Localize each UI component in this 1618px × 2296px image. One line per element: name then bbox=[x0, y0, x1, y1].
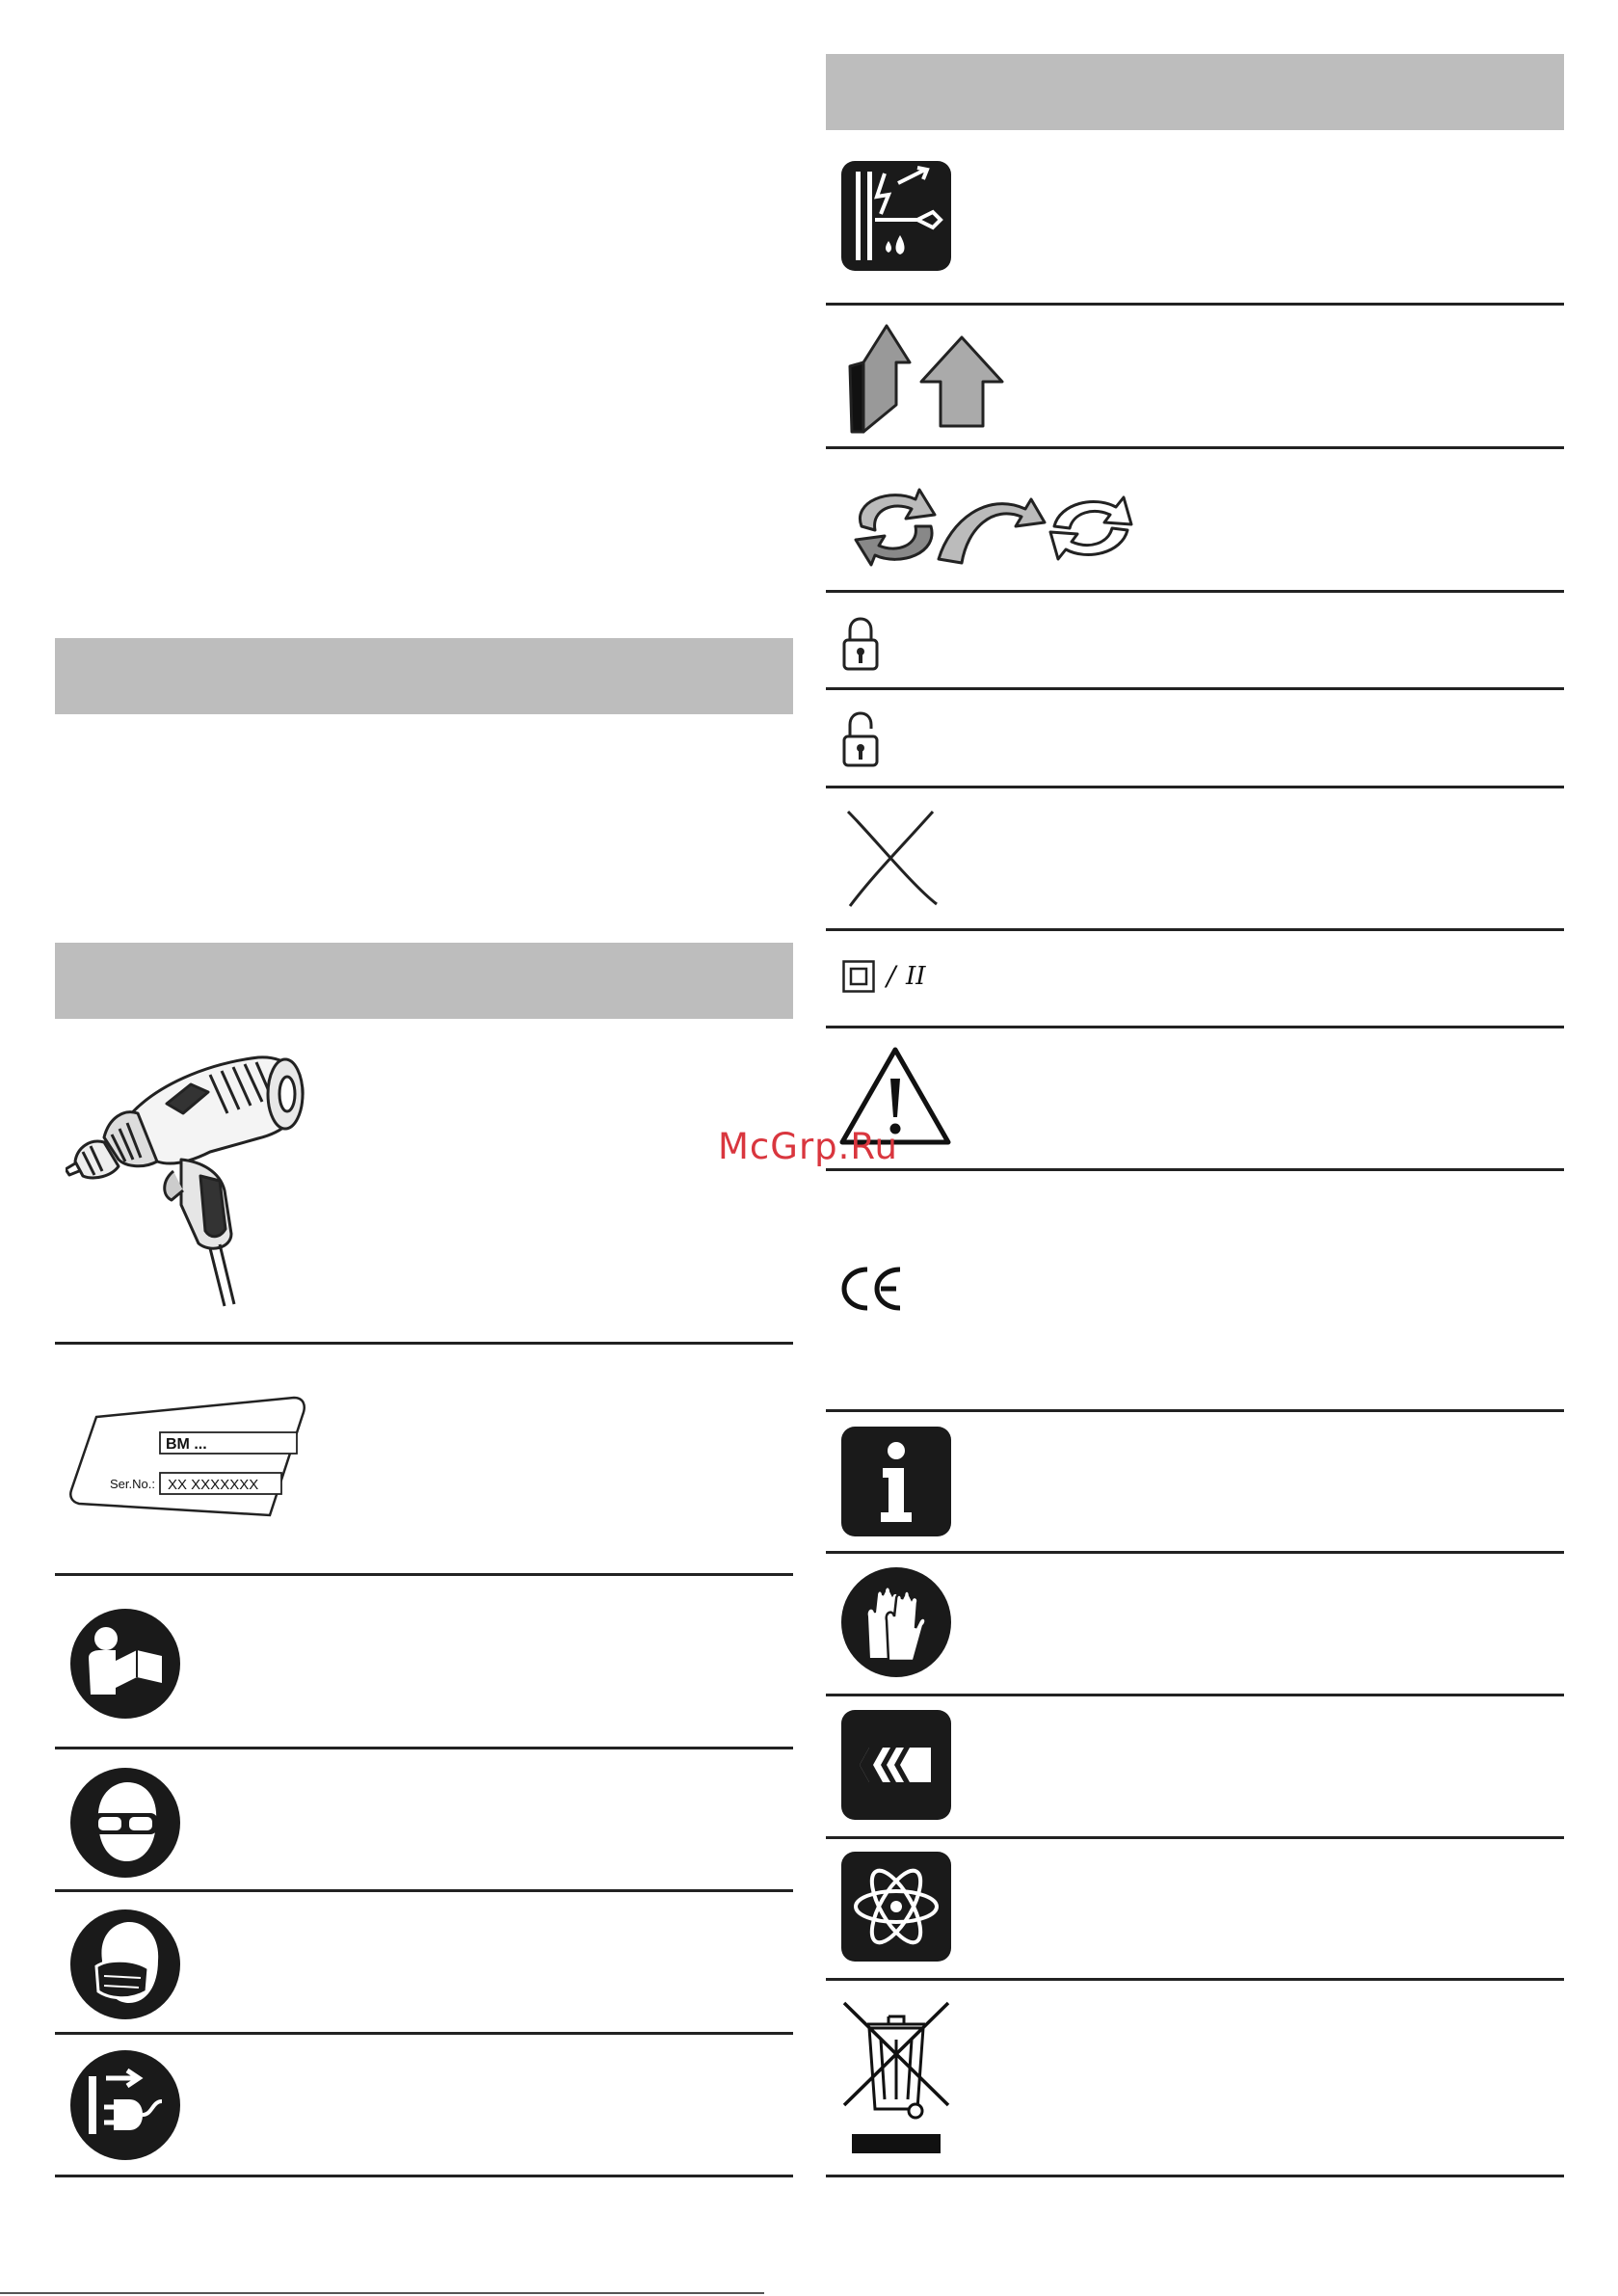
divider bbox=[55, 2175, 793, 2177]
lock-open-icon bbox=[841, 711, 880, 767]
divider bbox=[55, 2032, 793, 2035]
rotation-direction-icon bbox=[842, 482, 1141, 573]
divider bbox=[55, 1573, 793, 1576]
rating-label-serial-value: XX XXXXXXX bbox=[168, 1477, 259, 1493]
lock-closed-icon bbox=[841, 617, 880, 671]
divider bbox=[826, 1168, 1564, 1171]
divider bbox=[826, 1026, 1564, 1028]
read-manual-icon bbox=[69, 1608, 181, 1720]
divider bbox=[826, 687, 1564, 690]
weee-bin-icon bbox=[840, 1999, 952, 2159]
ce-mark-icon bbox=[840, 1266, 906, 1312]
section-header-band-right-top bbox=[826, 54, 1564, 130]
page-bottom-line bbox=[0, 2292, 764, 2294]
information-icon bbox=[840, 1426, 952, 1537]
divider bbox=[826, 446, 1564, 449]
protection-class-roman: II bbox=[906, 962, 926, 991]
divider bbox=[826, 786, 1564, 788]
watermark: McGrp.Ru bbox=[718, 1126, 898, 1167]
dust-mask-icon bbox=[69, 1909, 181, 2020]
protection-class-icon bbox=[842, 960, 958, 995]
divider bbox=[826, 1978, 1564, 1981]
radiation-icon bbox=[840, 1851, 952, 1962]
protective-gloves-icon bbox=[840, 1566, 952, 1678]
hidden-lines-icon bbox=[840, 160, 952, 272]
unplug-icon bbox=[69, 2049, 181, 2161]
divider bbox=[55, 1889, 793, 1892]
divider bbox=[826, 2175, 1564, 2177]
battery-icon bbox=[840, 1709, 952, 1821]
divider bbox=[55, 1342, 793, 1345]
section-header-band-left-1 bbox=[55, 638, 793, 714]
divider bbox=[826, 928, 1564, 931]
rating-label-illustration bbox=[67, 1396, 308, 1521]
eye-protection-icon bbox=[69, 1767, 181, 1879]
gear-arrows-icon bbox=[844, 324, 1008, 438]
divider bbox=[55, 1747, 793, 1749]
double-square-icon bbox=[842, 960, 875, 993]
rating-label-model: BM ... bbox=[166, 1436, 207, 1453]
divider bbox=[826, 590, 1564, 593]
divider bbox=[826, 1551, 1564, 1554]
protection-class-separator: / bbox=[887, 960, 896, 992]
drill-illustration bbox=[66, 1046, 316, 1311]
divider bbox=[826, 1694, 1564, 1696]
divider bbox=[826, 1836, 1564, 1839]
section-header-band-left-2 bbox=[55, 943, 793, 1019]
divider bbox=[826, 1409, 1564, 1412]
divider bbox=[826, 303, 1564, 306]
rating-label-serial-label: Ser.No.: bbox=[110, 1477, 155, 1491]
cross-icon bbox=[844, 808, 941, 910]
